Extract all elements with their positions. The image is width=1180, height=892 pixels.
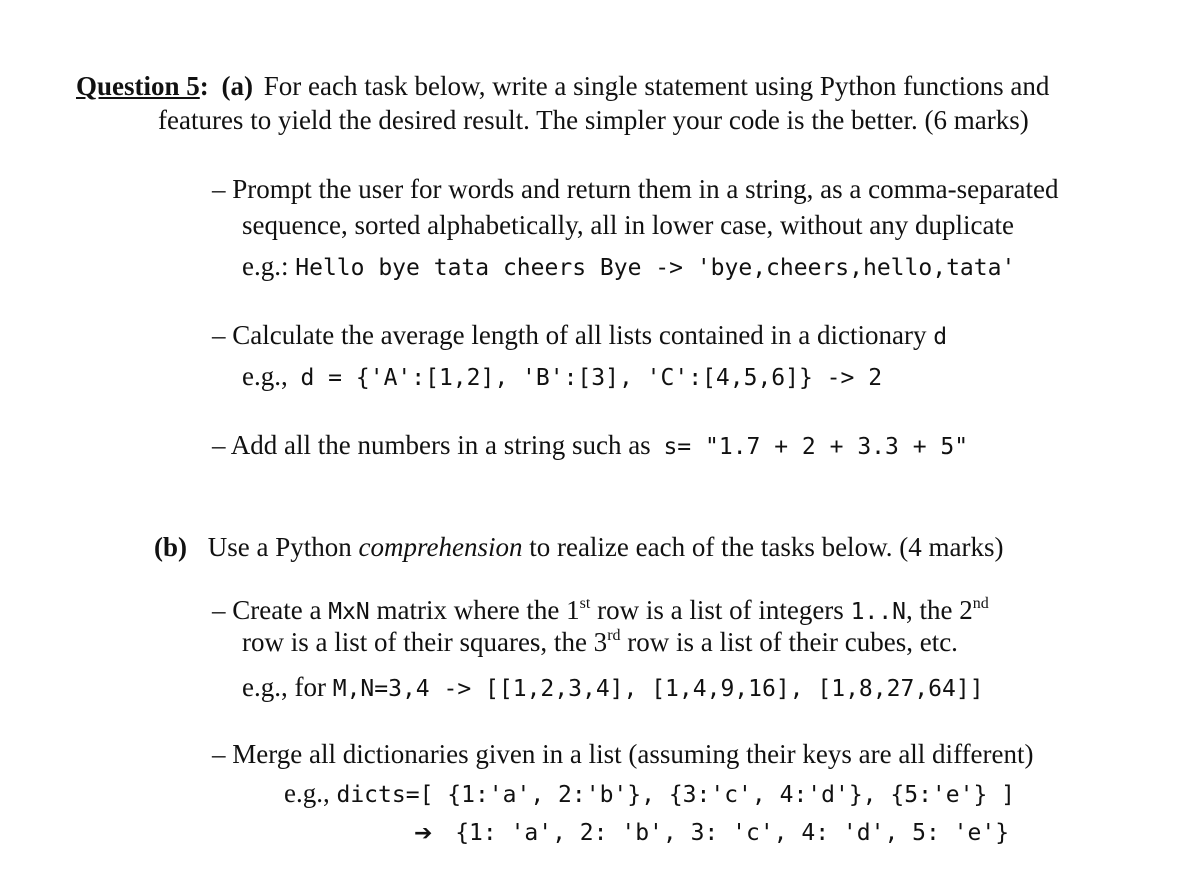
task-b1-t3: row is a list of integers <box>597 595 844 625</box>
part-b-instruction <box>154 531 1004 565</box>
task-a2-line1 <box>212 319 947 353</box>
part-b-post: to realize each of the tasks below. (4 marks) <box>529 532 1004 562</box>
task-b1-dash: – <box>212 595 226 625</box>
task-a2-text1: Calculate the average length of all lists contained in a dictionary <box>232 320 927 350</box>
task-a1-dash: – <box>212 174 226 204</box>
task-b1-line2 <box>242 626 958 660</box>
task-b1-t1: Create a <box>232 595 322 625</box>
task-b2-text1: Merge all dictionaries given in a list (assuming their keys are all different) <box>232 739 1034 769</box>
task-a2-code-d: d <box>933 324 948 350</box>
task-a3-dash: – <box>212 430 226 460</box>
task-a2-example <box>242 360 882 394</box>
task-b1-t2: matrix where the 1 <box>376 595 580 625</box>
arrow-right-icon: ➔ <box>414 821 433 846</box>
task-b1-example-prefix: e.g., for <box>242 672 326 702</box>
task-b1-code-mxn: MxN <box>328 599 370 625</box>
task-b2-result <box>414 815 1009 849</box>
task-a2-example-code: d = {'A':[1,2], 'B':[3], 'C':[4,5,6]} -> 2 <box>300 365 883 391</box>
task-b2-example <box>284 777 1015 811</box>
task-b1-l2b: row is a list of their cubes, etc. <box>627 627 958 657</box>
task-a1-text1: Prompt the user for words and return them in a string, as a comma-separated <box>232 174 1059 204</box>
task-b2-result-code: {1: 'a', 2: 'b', 3: 'c', 4: 'd', 5: 'e'} <box>455 820 1010 846</box>
question-colon: : <box>199 71 209 101</box>
task-b1-line1 <box>212 594 989 628</box>
task-a3-line1 <box>212 429 968 463</box>
part-a-label: (a) <box>221 71 254 101</box>
task-b1-code-range: 1..N <box>850 599 906 625</box>
task-a3-code: s= "1.7 + 2 + 3.3 + 5" <box>663 434 969 460</box>
task-b1-example <box>242 671 984 705</box>
task-b1-l2a: row is a list of their squares, the 3 <box>242 627 608 657</box>
task-b1-sup-nd: nd <box>972 595 989 612</box>
task-b2-example-prefix: e.g., <box>284 778 330 808</box>
task-b2-example-code: dicts=[ {1:'a', 2:'b'}, {3:'c', 4:'d'}, {5:'e'} ] <box>336 782 1015 808</box>
task-b2-dash: – <box>212 739 226 769</box>
part-a-instruction-line2: features to yield the desired result. The simpler your code is the better. (6 marks) <box>158 105 1029 135</box>
task-a2-dash: – <box>212 320 226 350</box>
task-b1-sup-st: st <box>579 595 591 612</box>
task-b2-line1 <box>212 738 1034 772</box>
task-a1-line1 <box>212 173 1059 207</box>
question-title: Question 5 <box>76 71 200 101</box>
task-a1-example-prefix: e.g.: <box>242 251 289 281</box>
task-a3-text1: Add all the numbers in a string such as <box>230 430 651 460</box>
question-heading-line <box>76 70 1049 104</box>
part-b-emphasis: comprehension <box>358 532 523 562</box>
part-a-instruction-line1: For each task below, write a single statement using Python functions and <box>263 71 1050 101</box>
task-b1-example-code: M,N=3,4 -> [[1,2,3,4], [1,4,9,16], [1,8,27,64]] <box>332 676 984 702</box>
task-a1-line2: sequence, sorted alphabetically, all in lower case, without any duplicate <box>242 210 1014 240</box>
part-b-label: (b) <box>154 532 187 562</box>
task-b1-sup-rd: rd <box>607 627 621 644</box>
task-a1-example-code: Hello bye tata cheers Bye -> 'bye,cheers,hello,tata' <box>295 255 1016 281</box>
task-a1-example <box>242 250 1015 284</box>
task-b1-t4: , the 2 <box>905 595 973 625</box>
part-b-pre: Use a Python <box>207 532 352 562</box>
task-a2-example-prefix: e.g., <box>242 361 288 391</box>
